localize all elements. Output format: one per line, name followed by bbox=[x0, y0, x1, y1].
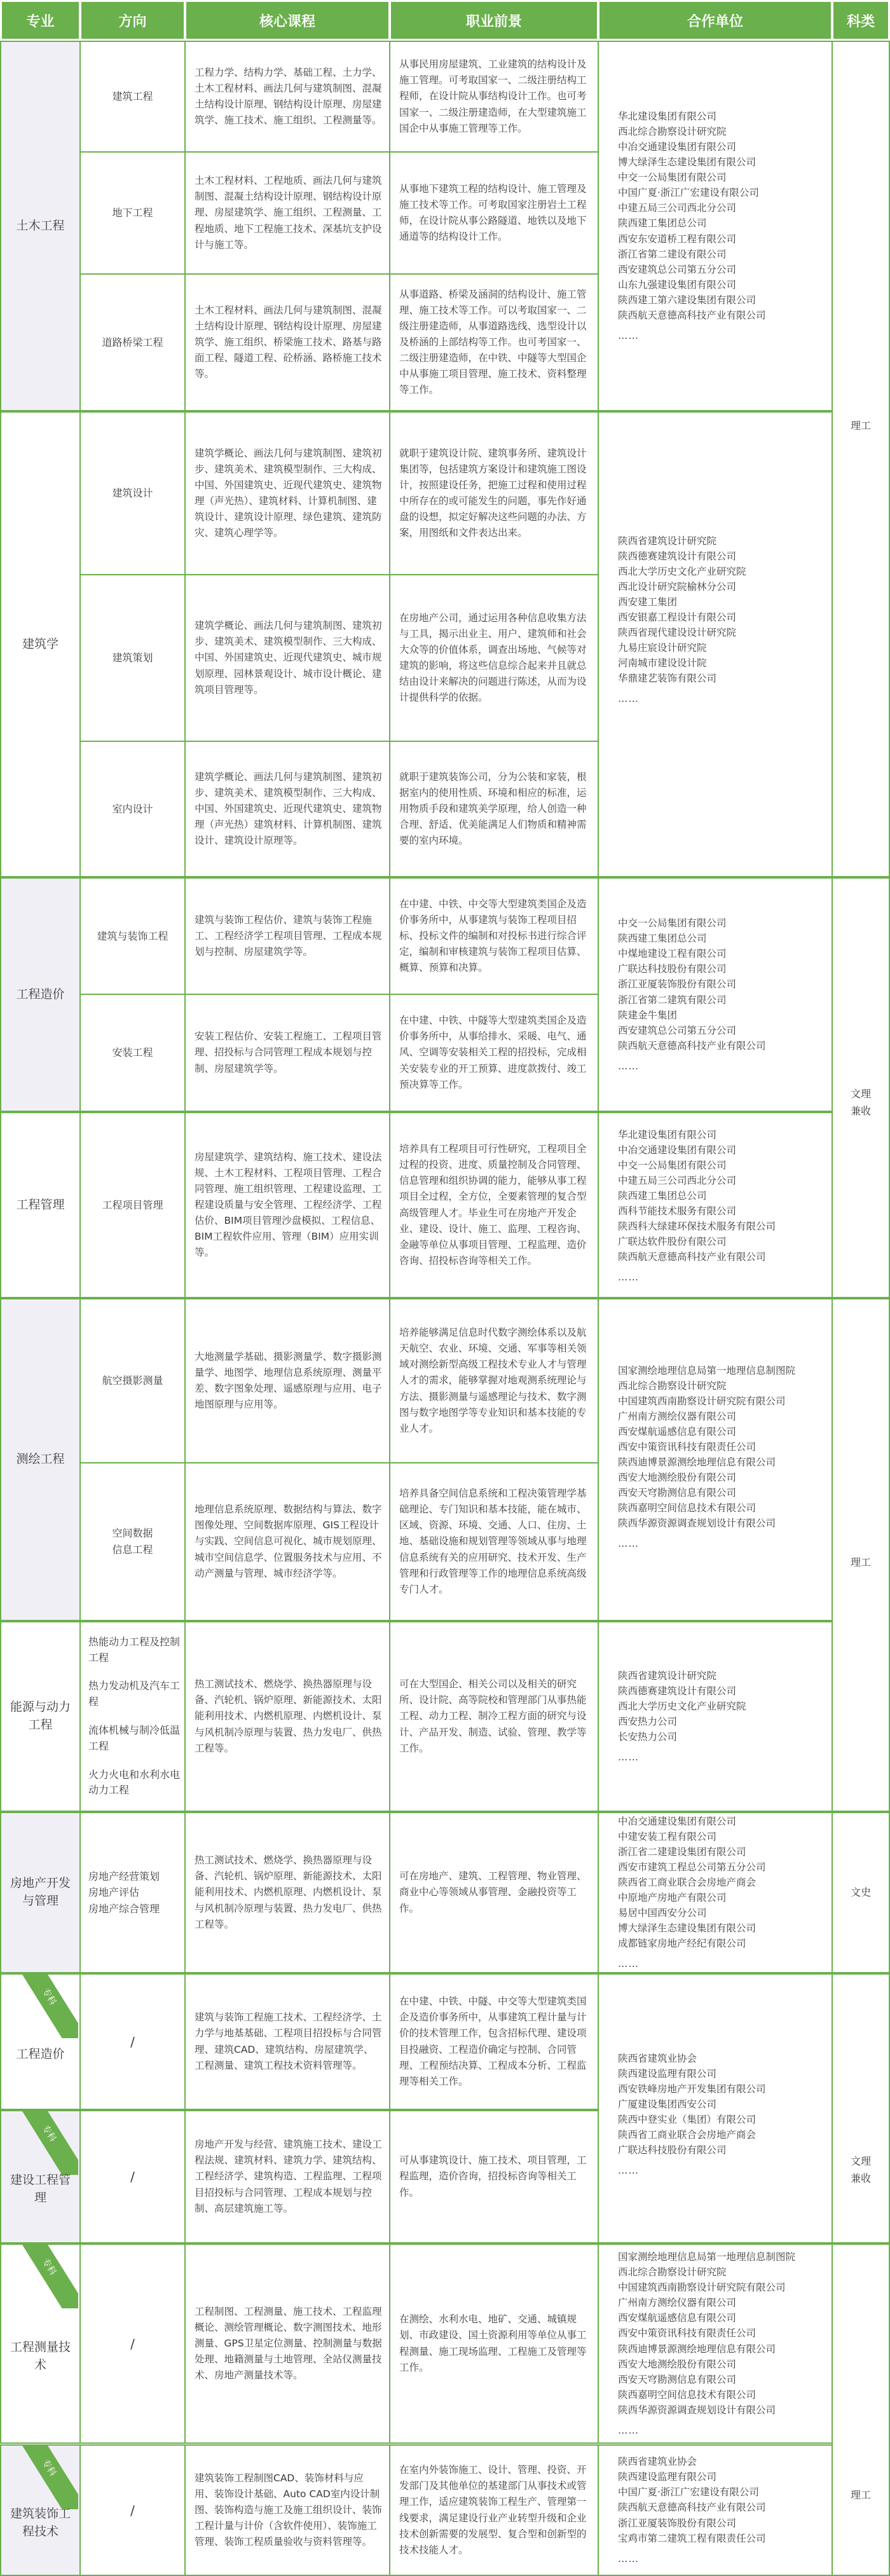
courses-cell bbox=[184, 1621, 390, 1812]
direction-name: / bbox=[130, 2336, 135, 2352]
major-name: 工程测量技术 bbox=[10, 2340, 71, 2372]
courses-cell bbox=[184, 273, 390, 411]
more-ellipsis: …… bbox=[618, 329, 639, 341]
category-arts-science-2 bbox=[832, 1973, 890, 2244]
partner-item: 博大绿泽生态建设集团有限公司 bbox=[618, 156, 756, 168]
career-text: 在中建、中铁、中隧、中交等大型建筑类国企及造价事务所中，从事建筑工程计量与计价的技术管理工作，包含招标代理、建设项目投融资、工程造价确定与控制、合同管理、工程预结决算、工程成本分析、工程监理等相关工作。 bbox=[399, 1996, 587, 2087]
direction-name: / bbox=[130, 2034, 135, 2050]
partner-item: 中交一公局集团有限公司 bbox=[618, 917, 727, 929]
category-text: 文理 bbox=[850, 2155, 871, 2167]
partner-item: 西安东安道桥工程有限公司 bbox=[618, 233, 737, 245]
direction-name: 房地产经营策划 bbox=[88, 1870, 160, 1882]
major-name: 建设工程管理 bbox=[10, 2173, 71, 2205]
career-text: 在中建、中铁、中隧等大型建筑类国企及造价事务所中，从事给排水、采暖、电气、通风、空调等安装相关工程的招投标，完成相关安装专业的开工预算、进度款拨付、竣工预决算等工作。 bbox=[399, 1015, 587, 1090]
partner-item: 陕西迪博景源测绘地理信息有限公司 bbox=[618, 1456, 776, 1469]
more-ellipsis: …… bbox=[618, 2424, 639, 2436]
header-category bbox=[832, 0, 890, 41]
courses-cell bbox=[184, 1462, 390, 1621]
career-cell bbox=[389, 877, 599, 995]
career-text: 在测绘、水利水电、地矿、交通、城镇规划、市政建设、国土资源利用等单位从事工程测量、施工现场监理、工程施工及管理等工作。 bbox=[399, 2313, 587, 2373]
partner-item: 西北综合勘察设计研究院 bbox=[618, 1380, 727, 1392]
category-label bbox=[851, 42, 871, 434]
partner-item: 中冶交通建设集团有限公司 bbox=[618, 1815, 737, 1827]
partner-item: 浙江亚厦装饰股份有限公司 bbox=[618, 2517, 737, 2529]
direction-cell bbox=[79, 1112, 186, 1298]
major-surveying bbox=[0, 1298, 81, 1621]
partners-architecture bbox=[598, 411, 833, 877]
direction-name: / bbox=[130, 2169, 135, 2184]
direction-name: 流体机械与制冷低温工程 bbox=[88, 1724, 181, 1752]
career-cell bbox=[389, 2110, 599, 2244]
partner-item: 广联达科技股份有限公司 bbox=[618, 963, 727, 975]
courses-text: 建筑学概论、画法几何与建筑制图、建筑初步、建筑美术、建筑模型制作、三大构成、中国、外国建筑史、近现代建筑史、建筑物理（声光热）建筑材料、计算机制图、建筑设计、建筑设计原理等。 bbox=[195, 771, 382, 847]
partner-item: 国家测绘地理信息局第一地理信息制图院 bbox=[618, 2251, 796, 2263]
partner-item: 博大绿泽生态建设集团有限公司 bbox=[618, 1922, 756, 1935]
major-vocational-cost-engineering bbox=[0, 1973, 81, 2110]
career-text: 可在大型国企、相关公司以及相关的研究所、设计院、高等院校和管理部门从事热能工程、动力工程、制冷工程方面的研究与设计、产品开发、制造、试验、管理、教学等工作。 bbox=[399, 1678, 587, 1754]
partner-item: 华北建设集团有限公司 bbox=[618, 111, 717, 123]
partner-item: 西安热力公司 bbox=[618, 1716, 678, 1727]
career-text: 就职于建筑装饰公司，分为公装和家装，根据室内的使用性质、环境和相应的标准，运用物质手段和建筑美学原理，给人创造一种合理、舒适、优美能满足人们物质和精神需要的室内环境。 bbox=[399, 771, 587, 847]
partner-item: 中交一公局集团有限公司 bbox=[618, 172, 727, 184]
partner-item: 成都链家房地产经纪有限公司 bbox=[618, 1938, 746, 1950]
partner-item: 广联达科技股份有限公司 bbox=[618, 2144, 727, 2156]
career-cell bbox=[389, 1812, 599, 1973]
direction-name: 热力发动机及汽车工程 bbox=[88, 1680, 181, 1708]
category-science-2 bbox=[832, 1298, 890, 1812]
direction-name: 热能动力工程及控制工程 bbox=[88, 1635, 181, 1664]
courses-text: 建筑学概论、画法几何与建筑制图、建筑初步、建筑美术、建筑模型制作、三大构成、中国、外国建筑史、近现代建筑史、建筑物理（声光热）、建筑材料、计算机制图、建筑设计、建筑设计原理、绿色建筑、建筑防灾、建筑心理学等。 bbox=[195, 447, 382, 539]
courses-cell bbox=[184, 1812, 390, 1973]
partner-item: 陕西科大绿建环保技术服务有限公司 bbox=[618, 1221, 776, 1233]
major-engineering-management bbox=[0, 1112, 81, 1298]
courses-cell bbox=[184, 411, 390, 575]
more-ellipsis: …… bbox=[618, 1271, 639, 1284]
courses-text: 土木工程材料、工程地质、画法几何与建筑制图、混凝土结构设计原理、钢结构设计原理、房屋建筑学、施工组织、工程测量、工程地质、地下工程施工技术、深基坑支护设计与施工等。 bbox=[195, 175, 382, 250]
partner-item: 华北建设集团有限公司 bbox=[618, 1129, 717, 1141]
partner-item: 广州南方测绘仪器有限公司 bbox=[618, 2297, 737, 2309]
header-direction-label: 方向 bbox=[118, 13, 147, 30]
direction-cell bbox=[79, 2244, 186, 2444]
courses-text: 热工测试技术、燃烧学、换热器原理与设备、汽轮机、锅炉原理、新能源技术、太阳能利用技术、内燃机原理、内燃机设计、泵与风机制冷原理与装置、热力发电厂、供热工程等。 bbox=[195, 1678, 382, 1754]
partner-item: 西安中策资讯科技有限责任公司 bbox=[618, 1441, 756, 1453]
courses-cell bbox=[184, 574, 390, 742]
partner-item: 西北综合勘察设计研究院 bbox=[618, 2266, 727, 2278]
partner-item: 西科节能技术服务有限公司 bbox=[618, 1205, 737, 1217]
partner-item: 陕西德赛建筑设计有限公司 bbox=[618, 551, 737, 563]
major-cost-engineering bbox=[0, 877, 81, 1112]
partner-item: 中交一公局集团有限公司 bbox=[618, 1160, 727, 1172]
major-name: 土木工程 bbox=[16, 218, 65, 233]
courses-text: 安装工程估价、安装工程施工、工程项目管理、招投标与合同管理工程成本规划与控制、房屋建筑学等。 bbox=[195, 1031, 382, 1074]
partner-item: 西北大学历史文化产业研究院 bbox=[618, 1700, 746, 1712]
major-name: 工程造价 bbox=[16, 2046, 65, 2061]
career-cell bbox=[389, 151, 599, 275]
direction-cell bbox=[79, 41, 186, 153]
partner-item: 陕西嘉明空间信息技术有限公司 bbox=[618, 2388, 756, 2401]
partner-list bbox=[618, 1299, 795, 1551]
partner-item: 西安天穹勘测信息有限公司 bbox=[618, 2373, 737, 2385]
header-major bbox=[0, 0, 81, 41]
courses-text: 房屋建筑学、建筑结构、施工技术、建设法规、土木工程材料、工程项目管理、工程合同管理、施工组织管理、工程建设监理、工程建设质量与安全管理、工程经济学、工程估价、BIM项目管理沙盘模拟、工程信息、BIM工程软件应用、管理（BIM）应用实训等。 bbox=[195, 1151, 382, 1259]
vocational-ribbon bbox=[1, 2446, 78, 2509]
partner-item: 陕西省建筑设计研究院 bbox=[618, 535, 717, 547]
career-cell bbox=[389, 411, 599, 575]
major-name: 工程管理 bbox=[16, 1197, 65, 1212]
direction-cell bbox=[79, 1973, 186, 2110]
career-cell bbox=[389, 1462, 599, 1621]
direction-name: 工程项目管理 bbox=[102, 1198, 163, 1211]
direction-name: / bbox=[130, 2502, 135, 2518]
direction-cell bbox=[79, 1462, 186, 1621]
category-text: 文史 bbox=[850, 1886, 871, 1899]
vocational-ribbon-band bbox=[11, 1975, 78, 2038]
header-direction bbox=[79, 0, 186, 41]
courses-cell bbox=[184, 994, 390, 1112]
courses-cell bbox=[184, 1973, 390, 2110]
career-cell bbox=[389, 41, 599, 153]
partner-list bbox=[618, 2454, 766, 2566]
partner-item: 西安建筑总公司第五分公司 bbox=[618, 263, 737, 275]
partner-item: 广联达软件股份有限公司 bbox=[618, 1236, 727, 1248]
partner-item: 浙江亚厦装饰股份有限公司 bbox=[618, 978, 737, 990]
courses-text: 建筑装饰工程制图CAD、装饰材料与应用、装饰设计基础、Auto CAD室内设计制图、装饰构造与施工及施工组织设计、装饰工程计量与计价（含软件使用）、装饰施工管理、装饰工程质量验收与资料管理等。 bbox=[195, 2472, 382, 2548]
partner-item: 陕西华源资源调查规划设计有限公司 bbox=[618, 2404, 776, 2416]
partner-item: 中冶交通建设集团有限公司 bbox=[618, 141, 737, 153]
direction-name: 火力火电和水利水电动力工程 bbox=[88, 1768, 181, 1797]
header-category-label: 科类 bbox=[846, 13, 875, 30]
category-text: 兼收 bbox=[850, 2172, 871, 2185]
partner-item: 陕西省建筑设计研究院 bbox=[618, 1669, 717, 1682]
career-cell bbox=[389, 1298, 599, 1463]
direction-cell bbox=[79, 1621, 186, 1812]
major-name: 房地产开发与管理 bbox=[10, 1876, 71, 1908]
partner-item: 陕西省工商业联合会房地产商会 bbox=[618, 2129, 756, 2141]
header-career bbox=[389, 0, 599, 41]
partner-item: 宝鸡市第二建筑工程有限责任公司 bbox=[618, 2532, 766, 2544]
header-major-label: 专业 bbox=[26, 13, 55, 30]
partner-item: 中国建筑西南勘察设计研究院有限公司 bbox=[618, 1395, 786, 1408]
direction-name: 建筑策划 bbox=[112, 652, 153, 664]
header-courses bbox=[184, 0, 390, 41]
direction-name: 安装工程 bbox=[112, 1046, 153, 1059]
major-real-estate bbox=[0, 1812, 81, 1973]
partners-surveying bbox=[598, 1298, 833, 1621]
partner-item: 西安天穹勘测信息有限公司 bbox=[618, 1487, 737, 1499]
partner-item: 陕西迪博景源测绘地理信息有限公司 bbox=[618, 2343, 776, 2355]
direction-cell bbox=[79, 1298, 186, 1463]
partner-item: 河南城市建设设计院 bbox=[618, 657, 707, 669]
partner-item: 陕西华源资源调查规划设计有限公司 bbox=[618, 1518, 776, 1530]
vocational-ribbon-label: 专科 bbox=[39, 2457, 58, 2479]
header-partners bbox=[598, 0, 833, 41]
major-name: 测绘工程 bbox=[16, 1452, 65, 1467]
partners-cost-engineering bbox=[598, 877, 833, 1112]
partner-list bbox=[618, 2249, 795, 2437]
courses-text: 建筑与装饰工程施工技术、工程经济学、土力学与地基基础、工程项目招投标与合同管理、建筑CAD、建筑结构、房屋建筑学、工程测量、建筑工程技术资料管理等。 bbox=[195, 2011, 382, 2071]
vocational-ribbon-band bbox=[11, 2111, 78, 2175]
partner-item: 广州南方测绘仪器有限公司 bbox=[618, 1411, 737, 1423]
partner-item: 陕西中登实业（集团）有限公司 bbox=[618, 2114, 756, 2126]
category-science-1 bbox=[832, 41, 890, 877]
partners-vocational-surveying bbox=[598, 2244, 833, 2444]
career-text: 培养能够满足信息时代数字测绘体系以及航天航空、农业、环境、交通、军事等相关领域对测绘新型高级工程技术专业人才与管理人才的需求，能够掌握对地观测系统理论与方法、摄影测量与遥感理论与技术、数字测图与数字地图学等专业知识和基本技能的专业人才。 bbox=[399, 1327, 587, 1434]
partner-item: 西安市建筑工程总公司第五分公司 bbox=[618, 1861, 766, 1873]
partner-item: 陕西航天意德高科技产业有限公司 bbox=[618, 309, 766, 321]
career-text: 从事民用房屋建筑、工业建筑的结构设计及施工管理。可考取国家一、二级注册结构工程师，在设计院从事结构设计工作。也可考国家一、二级注册建造师，在大型建筑施工国企中从事施工管理等工作。 bbox=[399, 58, 587, 134]
partners-vocational-decoration bbox=[598, 2444, 833, 2576]
major-vocational-surveying bbox=[0, 2244, 81, 2444]
partner-item: 易居中国西安分公司 bbox=[618, 1907, 707, 1919]
more-ellipsis: …… bbox=[618, 1958, 639, 1970]
career-cell bbox=[389, 2444, 599, 2576]
direction-cell bbox=[79, 2110, 186, 2244]
career-text: 在房地产公司，通过运用各种信息收集方法与工具，揭示出业主、用户、建筑师和社会大众等的价值体系，调查出场地、气候等对建筑的影响，将这些信息综合起来并且就总结由设计来解决的问题进行陈述，从而为设计提供科学的依据。 bbox=[399, 612, 587, 704]
direction-name: 道路桥梁工程 bbox=[102, 336, 163, 348]
major-architecture bbox=[0, 411, 81, 877]
career-text: 培养具有工程项目可行性研究，工程项目全过程的投资、进度、质量控制及合同管理、信息管理和组织协调的能力，能够从事工程项目全过程，全方位，全要素管理的复合型高级管理人才。毕业生可在房地产开发企业、建设、设计、施工、监理、工程咨询、金融等单位从事项目管理、工程监理、造价咨询、招投标咨询等相关工作。 bbox=[399, 1143, 587, 1266]
career-cell bbox=[389, 2244, 599, 2444]
direction-cell bbox=[79, 574, 186, 742]
partner-list bbox=[618, 915, 766, 1073]
career-cell bbox=[389, 1112, 599, 1298]
courses-text: 建筑学概论、画法几何与建筑制图、建筑初步、建筑美术、建筑模型制作、三大构成、中国、外国建筑史、近现代建筑史、城市规划原理、园林景观设计、城市设计概论、建筑项目管理等。 bbox=[195, 620, 382, 695]
courses-cell bbox=[184, 1112, 390, 1298]
direction-name: 房地产综合管理 bbox=[88, 1902, 160, 1915]
vocational-ribbon-label: 专科 bbox=[39, 2123, 58, 2144]
courses-text: 地理信息系统原理、数据结构与算法、数字图像处理、空间数据库原理、GIS工程设计与实践、空间信息可视化、城市规划原理、城市空间信息学、位置服务技术与应用、不动产测量与管理、城市经济学等。 bbox=[195, 1504, 382, 1579]
partner-item: 中国建筑西南勘察设计研究院有限公司 bbox=[618, 2282, 786, 2294]
more-ellipsis: …… bbox=[618, 1751, 639, 1764]
partner-item: 浙江省二建建设集团有限公司 bbox=[618, 1846, 746, 1858]
courses-cell bbox=[184, 41, 390, 153]
partner-item: 西安铁峰房地产开发集团有限公司 bbox=[618, 2083, 766, 2095]
career-cell bbox=[389, 741, 599, 877]
header-partners-label: 合作单位 bbox=[687, 13, 743, 30]
courses-cell bbox=[184, 741, 390, 877]
header-courses-label: 核心课程 bbox=[259, 13, 315, 30]
category-label bbox=[851, 879, 871, 1120]
partner-item: 长安热力公司 bbox=[618, 1731, 678, 1743]
partner-item: 中国广夏·浙江广宏建设有限公司 bbox=[618, 187, 759, 199]
vocational-ribbon bbox=[1, 2245, 78, 2308]
category-text: 理工 bbox=[850, 420, 871, 432]
direction-name: 地下工程 bbox=[112, 207, 153, 219]
vocational-ribbon-band bbox=[11, 2446, 78, 2509]
direction-cell bbox=[79, 741, 186, 877]
partner-list bbox=[618, 109, 766, 343]
courses-text: 房地产开发与经营、建筑施工技术、建设工程法规、建筑材料、建筑力学、建筑结构、工程经济学、建筑构造、工程监理、工程项目招投标与合同管理、工程成本规划与控制、高层建筑施工等。 bbox=[195, 2139, 382, 2214]
partners-engineering-management bbox=[598, 1112, 833, 1298]
career-cell bbox=[389, 574, 599, 742]
vocational-ribbon-label: 专科 bbox=[39, 1986, 58, 2008]
career-text: 从事地下建筑工程的结构设计、施工管理及施工技术等工作。可考取国家注册岩土工程师，在设计院从事公路隧道、地铁以及地下通道等的结构设计工作。 bbox=[399, 182, 587, 243]
partner-item: 西安建工集团 bbox=[618, 596, 678, 608]
partner-item: 陕西建设监理有限公司 bbox=[618, 2068, 717, 2080]
vocational-ribbon bbox=[1, 1975, 78, 2038]
major-name: 能源与动力工程 bbox=[10, 1700, 71, 1732]
partner-item: 华鼎建艺装饰有限公司 bbox=[618, 673, 717, 685]
courses-cell bbox=[184, 1298, 390, 1463]
direction-cell bbox=[79, 411, 186, 575]
direction-name: 房地产评估 bbox=[88, 1886, 140, 1899]
partner-item: 陕西航天意德高科技产业有限公司 bbox=[618, 1251, 766, 1263]
partner-list bbox=[618, 1113, 776, 1285]
courses-text: 工程制图、工程测量、施工技术、工程监理概论、测绘管理概论、数字测图技术、地形测量、GPS卫星定位测量、控制测量与数据处理、地籍测量与土地管理、全站仪测量技术、房地产测量技术等。 bbox=[195, 2305, 382, 2381]
career-cell bbox=[389, 1973, 599, 2110]
category-label bbox=[851, 1884, 871, 1901]
partner-item: 陕西省建筑业协会 bbox=[618, 2053, 697, 2064]
career-text: 可在房地产、建筑、工程管理、物业管理、商业中心等领域从事管理、金融投资等工作。 bbox=[399, 1870, 587, 1914]
partner-item: 中建五局三公司西北分公司 bbox=[618, 202, 737, 214]
partner-item: 陕西省建筑业协会 bbox=[618, 2456, 697, 2468]
partner-item: 中原地产房地产有限公司 bbox=[618, 1892, 727, 1903]
partner-item: 陕西建工集团总公司 bbox=[618, 933, 707, 945]
partner-item: 陕西建设监理有限公司 bbox=[618, 2471, 717, 2483]
partner-item: 陕建金牛集团 bbox=[618, 1009, 678, 1021]
category-science-3 bbox=[832, 2244, 890, 2576]
courses-cell bbox=[184, 2444, 390, 2576]
major-vocational-decoration bbox=[0, 2444, 81, 2576]
partner-item: 陕西省工商业联合会房地产商会 bbox=[618, 1876, 756, 1888]
career-text: 在室内外装饰施工、设计、管理、投资、开发部门及其他单位的基建部门从事技术或管理工作，适应建筑装饰工程生产、管理第一线要求，满足建设行业产业转型升级和企业技术创新需要的发展型、复合型和创新型的技术技能人才。 bbox=[399, 2464, 587, 2556]
partner-item: 中煤地建设工程有限公司 bbox=[618, 948, 727, 960]
partner-item: 浙江省第二建设有限公司 bbox=[618, 248, 727, 260]
courses-cell bbox=[184, 151, 390, 275]
more-ellipsis: …… bbox=[618, 2552, 639, 2565]
vocational-ribbon bbox=[1, 2111, 78, 2175]
partner-item: 西安建筑总公司第五分公司 bbox=[618, 1024, 737, 1036]
direction-cell bbox=[79, 994, 186, 1112]
more-ellipsis: …… bbox=[618, 693, 639, 705]
partner-list bbox=[618, 1814, 766, 1971]
partners-civil-engineering bbox=[598, 41, 833, 411]
partners-energy-power bbox=[598, 1621, 833, 1812]
major-civil-engineering bbox=[0, 41, 81, 411]
courses-cell bbox=[184, 2244, 390, 2444]
header-career-label: 职业前景 bbox=[465, 13, 522, 30]
partner-list bbox=[618, 413, 746, 706]
partner-item: 广厦建设集团西安公司 bbox=[618, 2099, 717, 2111]
partner-item: 中建安装工程有限公司 bbox=[618, 1830, 717, 1842]
direction-name: 建筑工程 bbox=[112, 90, 153, 103]
major-name: 建筑装饰工程技术 bbox=[10, 2506, 71, 2538]
courses-cell bbox=[184, 2110, 390, 2244]
partner-item: 西安大地测绘股份有限公司 bbox=[618, 1472, 737, 1484]
partner-item: 陕西省现代建设设计研究院 bbox=[618, 627, 737, 639]
partners-real-estate bbox=[598, 1812, 833, 1973]
partners-vocational-shared bbox=[598, 1973, 833, 2244]
partner-item: 浙江省第二建筑有限公司 bbox=[618, 994, 727, 1006]
career-text: 在中建、中铁、中交等大型建筑类国企及造价事务所中，从事建筑与装饰工程项目招标、投标文件的编制和对投标书进行综合评定，编制和审核建筑与装饰工程项目估算、概算、预算和决算。 bbox=[399, 898, 587, 974]
major-name: 建筑学 bbox=[22, 636, 58, 651]
category-text: 理工 bbox=[850, 2489, 871, 2501]
courses-text: 建筑与装饰工程估价、建筑与装饰工程施工、工程经济学工程项目管理、工程成本规划与控制、房屋建筑学等。 bbox=[195, 914, 382, 958]
vocational-ribbon-label: 专科 bbox=[39, 2256, 58, 2278]
partner-item: 西安中策资讯科技有限责任公司 bbox=[618, 2327, 756, 2340]
partner-item: 西安银嘉工程设计有限公司 bbox=[618, 612, 737, 624]
partner-list bbox=[618, 1975, 766, 2178]
direction-name: 航空摄影测量 bbox=[102, 1374, 163, 1387]
career-text: 培养具备空间信息系统和工程决策管理学基础理论、专门知识和基本技能，能在城市、区域、资源、环境、交通、人口、住房、土地、基础设施和规划管理等领域从事与地理信息系统有关的应用研究、技术开发、生产管理和行政管理等工作的地理信息系统高级专门人才。 bbox=[399, 1488, 587, 1595]
category-label bbox=[851, 1975, 871, 2187]
partner-item: 西安煤航遥感信息有限公司 bbox=[618, 2312, 737, 2324]
partner-item: 西安大地测绘股份有限公司 bbox=[618, 2358, 737, 2370]
more-ellipsis: …… bbox=[618, 1538, 639, 1550]
partner-item: 陕西德赛建筑设计有限公司 bbox=[618, 1685, 737, 1697]
partner-item: 西北综合勘察设计研究院 bbox=[618, 126, 727, 138]
direction-list bbox=[88, 1868, 160, 1917]
category-text: 理工 bbox=[850, 1556, 871, 1568]
direction-name: 建筑与装饰工程 bbox=[97, 929, 168, 942]
career-text: 可从事建筑设计、施工技术、项目管理，工程监理，造价咨询，招投标咨询等相关工作。 bbox=[399, 2155, 587, 2198]
courses-text: 热工测试技术、燃烧学、换热器原理与设备、汽轮机、锅炉原理、新能源技术、太阳能利用技术、内燃机原理、内燃机设计、泵与风机制冷原理与装置、热力发电厂、供热工程等。 bbox=[195, 1854, 382, 1930]
direction-cell bbox=[79, 877, 186, 995]
courses-cell bbox=[184, 877, 390, 995]
direction-name: 空间数据 信息工程 bbox=[112, 1527, 153, 1556]
category-label bbox=[851, 1299, 871, 1571]
direction-cell bbox=[79, 2444, 186, 2576]
partner-item: 国家测绘地理信息局第一地理信息制图院 bbox=[618, 1365, 796, 1376]
category-text: 文理 bbox=[850, 1088, 871, 1100]
partner-item: 西北设计研究院榆林分公司 bbox=[618, 581, 737, 593]
partner-item: 陕西建工集团总公司 bbox=[618, 1190, 707, 1202]
direction-name: 建筑设计 bbox=[112, 487, 153, 500]
major-vocational-construction-management bbox=[0, 2110, 81, 2244]
direction-list bbox=[88, 1634, 181, 1798]
vocational-ribbon-band bbox=[11, 2245, 78, 2308]
partner-item: 陕西航天意德高科技产业有限公司 bbox=[618, 2502, 766, 2514]
partner-item: 陕西建工集团总公司 bbox=[618, 217, 707, 230]
partner-item: 中建五局三公司西北分公司 bbox=[618, 1175, 737, 1187]
more-ellipsis: …… bbox=[618, 2165, 639, 2177]
direction-cell bbox=[79, 273, 186, 411]
courses-text: 工程力学、结构力学、基础工程、土力学、土木工程材料、画法几何与建筑制图、混凝土结构设计原理、钢结构设计原理、房屋建筑学、施工技术、施工组织、工程测量等。 bbox=[195, 66, 382, 127]
partner-item: 陕西航天意德高科技产业有限公司 bbox=[618, 1039, 766, 1052]
direction-cell bbox=[79, 1812, 186, 1973]
partner-item: 陕西嘉明空间信息技术有限公司 bbox=[618, 1502, 756, 1514]
career-text: 就职于建筑设计院、建筑事务所、建筑设计集团等，包括建筑方案设计和建筑施工图设计，按照建设任务，把施工过程和使用过程中所存在的或可能发生的问题，事先作好通盘的设想，拟定好解决这些问题的办法、方案，用图纸和文件表达出来。 bbox=[399, 447, 587, 539]
partner-item: 中国广夏·浙江广宏建设有限公司 bbox=[618, 2486, 759, 2498]
category-text: 兼收 bbox=[850, 1105, 871, 1118]
partner-item: 陕西建工第六建设集团有限公司 bbox=[618, 294, 756, 306]
partner-item: 西北大学历史文化产业研究院 bbox=[618, 566, 746, 578]
direction-name: 室内设计 bbox=[112, 802, 153, 815]
career-text: 从事道路、桥梁及涵洞的结构设计、施工管理、施工技术等工作。可以考取国家一、二级注册建造师，从事道路选线、选型设计以及桥涵的上部结构等工作。也可考国家一、二级注册建造师，在中铁、中隧等大型国企中从事施工项目管理、施工技术、资料整理等工作。 bbox=[399, 288, 587, 396]
career-cell bbox=[389, 273, 599, 411]
partner-item: 西安煤航遥感信息有限公司 bbox=[618, 1426, 737, 1438]
career-cell bbox=[389, 1621, 599, 1812]
major-name: 工程造价 bbox=[16, 987, 65, 1001]
partner-list bbox=[618, 1668, 746, 1765]
category-label bbox=[851, 2245, 871, 2504]
major-energy-power bbox=[0, 1621, 81, 1812]
career-cell bbox=[389, 994, 599, 1112]
partner-item: 中冶交通建设集团有限公司 bbox=[618, 1144, 737, 1156]
courses-text: 土木工程材料、画法几何与建筑制图、混凝土结构设计原理、钢结构设计原理、房屋建筑学、施工组织、桥梁施工技术、路基与路面工程、隧道工程、砼桥涵、路桥施工技术等。 bbox=[195, 304, 382, 380]
courses-text: 大地测量学基础、摄影测量学、数字摄影测量学、地图学、地理信息系统原理、测量平差、数字图象处理、遥感原理与应用、电子地图原理与应用等。 bbox=[195, 1350, 382, 1411]
category-arts-science-1 bbox=[832, 877, 890, 1298]
category-humanities bbox=[832, 1812, 890, 1973]
partner-item: 山东九强建设集团有限公司 bbox=[618, 278, 737, 291]
more-ellipsis: …… bbox=[618, 1060, 639, 1072]
direction-cell bbox=[79, 151, 186, 275]
partner-item: 九易庄宸设计研究院 bbox=[618, 642, 707, 654]
